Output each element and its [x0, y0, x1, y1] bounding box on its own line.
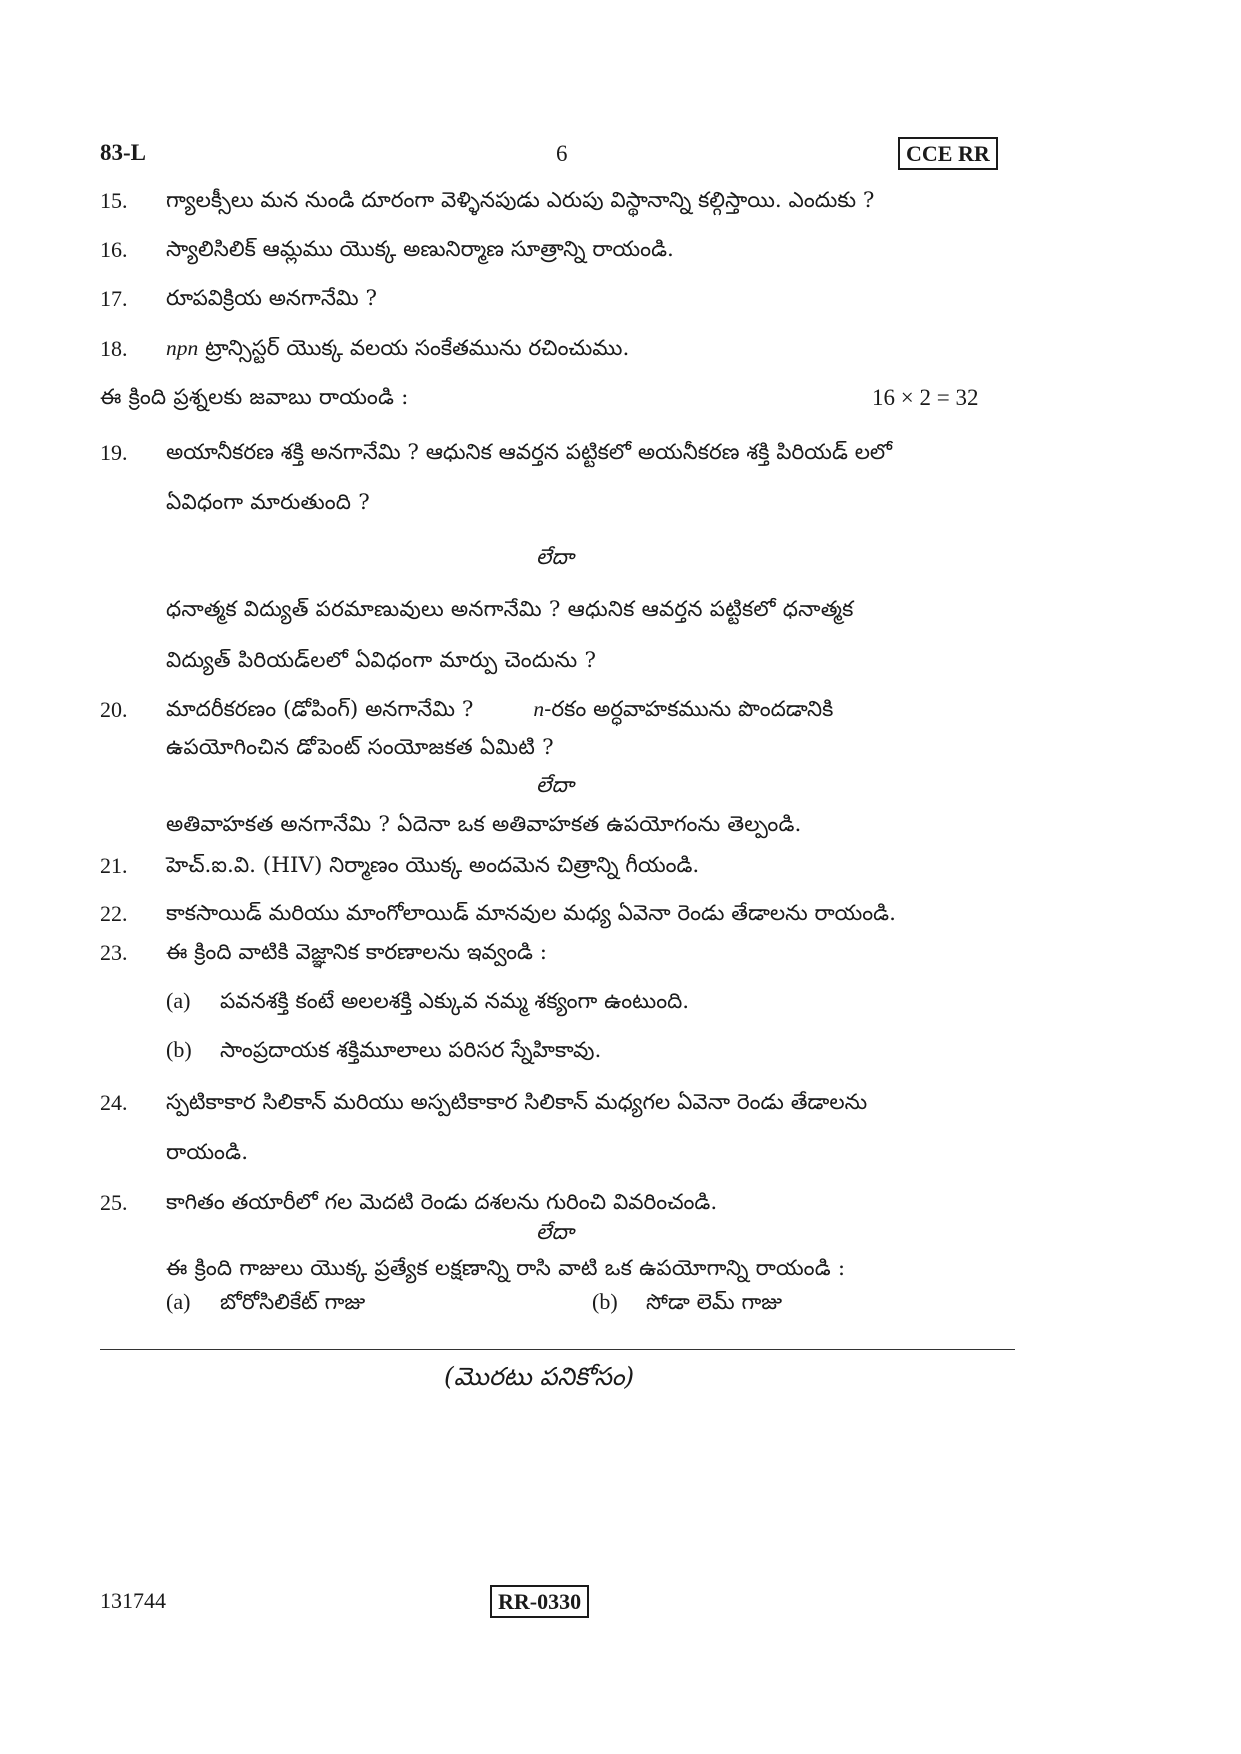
question-number: 24. [100, 1090, 128, 1115]
question-text [166, 336, 1008, 366]
question-text-rest: ట్రాన్సిస్టర్ యొక్క వలయ సంకేతమును రచించుము. [205, 336, 630, 361]
option-text: సాంప్రదాయక శక్తిమూలాలు పరిసర స్నేహికావు. [220, 1038, 602, 1063]
question-number: 25. [100, 1190, 128, 1215]
option-text: పవనశక్తి కంటే అలలశక్తి ఎక్కువ నమ్మ శక్యంగా ఉంటుంది. [220, 989, 690, 1014]
question-25-alt: ఈ క్రింది గాజులు యొక్క ప్రత్యేక లక్షణాన్ని రాసి వాటి ఒక ఉపయోగాన్ని రాయండి : [166, 1256, 846, 1281]
series-box: CCE RR [898, 137, 998, 170]
question-text: గ్యాలక్సీలు మన నుండి దూరంగా వెళ్ళినపుడు ఎరుపు విస్థానాన్ని కల్గిస్తాయి. ఎందుకు ? [166, 188, 875, 213]
question-20-line2: ఉపయోగించిన డోపెంట్ సంయోజకత ఏమిటి ? [166, 735, 554, 760]
question-number: 19. [100, 440, 128, 465]
paper-code: 83-L [100, 140, 146, 165]
footer-center-code: RR-0330 [490, 1585, 589, 1618]
question-text: కాకసాయిడ్ మరియు మాంగోలాయిడ్ మానవుల మధ్య ఏవెనా రెండు తేడాలను రాయండి. [166, 901, 896, 926]
question-text-part-a: మాదరీకరణం (డోపింగ్) అనగానేమి ? [166, 697, 474, 722]
question-number: 15. [100, 188, 128, 213]
question-19-alt-line2: విద్యుత్ పిరియడ్‌లలో ఏవిధంగా మార్పు చెందును ? [166, 648, 597, 673]
question-number: 22. [100, 901, 128, 926]
question-25-option-a [166, 1289, 365, 1320]
option-text: సోడా లెమ్ గాజు [646, 1290, 783, 1315]
question-text: హెచ్.ఐ.వి. (HIV) నిర్మాణం యొక్క అందమెన చిత్రాన్ని గీయండి. [166, 853, 700, 878]
question-24-line2: రాయండి. [166, 1140, 249, 1165]
option-label: (b) [592, 1289, 618, 1314]
divider [100, 1349, 1015, 1350]
question-text-line1: స్పటికాకార సిలికాన్ మరియు అస్పటికాకార సిలికాన్ మధ్యగల ఏవెనా రెండు తేడాలను [166, 1090, 868, 1115]
or-separator: లేదా [536, 773, 575, 798]
option-label: (a) [166, 1289, 191, 1314]
question-25-option-b [592, 1289, 782, 1320]
option-label: (a) [166, 988, 191, 1013]
question-number: 23. [100, 940, 128, 965]
question-number: 18. [100, 336, 128, 361]
question-text-line1 [166, 697, 1008, 727]
question-text-part-b: -రకం అర్ధవాహకమును పొందడానికి [544, 697, 834, 722]
question-number: 20. [100, 697, 128, 722]
question-number: 16. [100, 237, 128, 262]
or-separator: లేదా [536, 1220, 575, 1245]
question-text: స్యాలిసిలిక్ ఆమ్లము యొక్క అణునిర్మాణ సూత్రాన్ని రాయండి. [166, 237, 674, 262]
question-number: 17. [100, 286, 128, 311]
question-number: 21. [100, 853, 128, 878]
n-type-label: n [533, 697, 545, 721]
footer-left-code: 131744 [100, 1588, 166, 1613]
npn-label: npn [166, 336, 199, 360]
rough-work-note: (మొరటు పనికోసం) [444, 1362, 635, 1391]
question-19-line2: ఏవిధంగా మారుతుంది ? [166, 490, 370, 515]
question-23-option-a [166, 988, 689, 1019]
question-text: కాగితం తయారీలో గల మెదటి రెండు దశలను గురించి వివరించండి. [166, 1190, 718, 1215]
or-separator: లేదా [536, 545, 575, 570]
question-19-alt-line1: ధనాత్మక విద్యుత్ పరమాణువులు అనగానేమి ? ఆధునిక ఆవర్తన పట్టికలో ధనాత్మక [166, 597, 854, 622]
section-marks: 16 × 2 = 32 [872, 385, 979, 410]
question-text: ఈ క్రింది వాటికి వెజ్ఞానిక కారణాలను ఇవ్వండి : [166, 940, 547, 965]
option-text: బోరోసిలికేట్ గాజు [220, 1290, 366, 1315]
question-23-option-b [166, 1037, 601, 1068]
option-label: (b) [166, 1037, 192, 1062]
section-instruction: ఈ క్రింది ప్రశ్నలకు జవాబు రాయండి : [100, 385, 409, 410]
question-text: రూపవిక్రియ అనగానేమి ? [166, 286, 378, 311]
question-20-alt: అతివాహకత అనగానేమి ? ఏదెనా ఒక అతివాహకత ఉపయోగంను తెల్పండి. [166, 812, 802, 837]
page-number: 6 [556, 141, 568, 166]
question-text-line1: అయానీకరణ శక్తి అనగానేమి ? ఆధునిక ఆవర్తన పట్టికలో అయనీకరణ శక్తి పిరియడ్ లలో [166, 440, 893, 465]
